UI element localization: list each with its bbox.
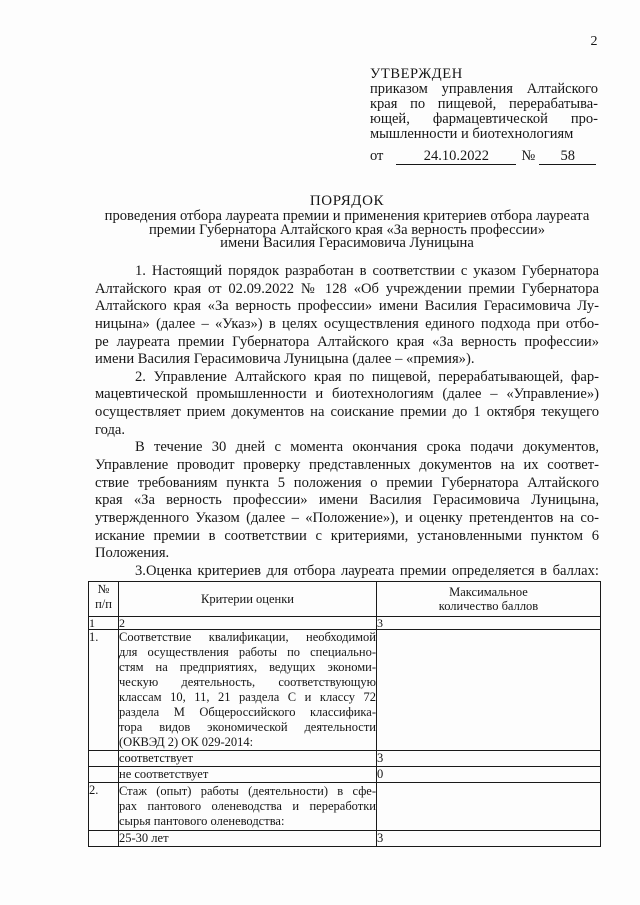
- paragraph-line: имени Василия Герасимовича Луницына (далее – «премия»).: [95, 351, 475, 368]
- paragraph-line: 2. Управление Алтайского края по пищевой, перерабатывающей, фар-: [135, 368, 599, 385]
- document-title: ПОРЯДОК: [309, 193, 385, 209]
- header-max-score-line: количество баллов: [438, 599, 539, 613]
- row-criteria: [119, 630, 377, 751]
- table-column-number-row: [89, 617, 601, 630]
- row-score: 3: [377, 831, 601, 847]
- order-number: 58: [539, 149, 596, 165]
- approval-heading: УТВЕРЖДЕН: [370, 66, 463, 82]
- criteria-line: (ОКВЭД 2) ОК 029-2014:: [119, 735, 254, 749]
- table-header-row: [89, 582, 601, 617]
- row-number: [89, 831, 119, 847]
- criteria-line: тора видов экономической деятельности: [119, 720, 376, 734]
- paragraph: [95, 369, 599, 440]
- column-number: 3: [377, 617, 601, 630]
- criteria-line: стям на предприятиях, ведущих экономи-: [119, 660, 376, 674]
- paragraph-line: 1. Настоящий порядок разработан в соответствии с указом Губернатора: [135, 263, 599, 279]
- row-number: [89, 767, 119, 783]
- table-row: [89, 767, 601, 783]
- row-number: [89, 751, 119, 767]
- paragraph: [95, 263, 599, 369]
- paragraph-line: В течение 30 дней с момента окончания срока подачи документов,: [135, 439, 599, 456]
- criteria-line: для осуществления работы по специально-: [119, 645, 376, 659]
- criteria-line: рах пантового оленеводства и переработки: [119, 799, 376, 813]
- order-date-prefix: от: [370, 148, 384, 164]
- paragraph-line: года.: [95, 421, 126, 438]
- row-score: 3: [377, 751, 601, 767]
- order-number-sign: №: [521, 148, 536, 164]
- document-subtitle: [95, 210, 599, 251]
- criteria-line: классам 10, 11, 21 раздела С и классу 72: [119, 690, 376, 704]
- paragraph-line: 3.Оценка критериев для отбора лауреата премии определяется в баллах:: [135, 562, 599, 579]
- paragraph-line: ницына» (далее – «Указ») в целях осуществления единого подхода при отбо-: [95, 315, 599, 332]
- paragraph-line: ре лауреата премии Губернатора Алтайского края «За верность профессии»: [95, 333, 599, 350]
- header-max-score: [377, 582, 601, 617]
- row-number: 1.: [89, 630, 119, 751]
- paragraph-line: Положения.: [95, 545, 170, 562]
- criteria-line: Соответствие квалификации, необходимой: [119, 630, 376, 644]
- order-date-line: [370, 147, 600, 165]
- criteria-line: сырья пантового оленеводства:: [119, 814, 285, 828]
- approval-line: мышленности и биотехнологиям: [370, 126, 574, 142]
- criteria-line: Стаж (опыт) работы (деятельности) в сфе-: [119, 784, 376, 798]
- paragraph: [95, 439, 599, 562]
- table-row: [89, 751, 601, 767]
- row-score: [377, 630, 601, 751]
- row-criteria: 25-30 лет: [119, 831, 377, 847]
- approval-line: приказом управления Алтайского: [370, 81, 598, 97]
- document-body: [95, 263, 599, 581]
- paragraph-line: искание премии в соответствии с критериями, установленными пунктом 6: [95, 527, 599, 544]
- row-criteria: [119, 783, 377, 831]
- row-score: [377, 783, 601, 831]
- document-subtitle-line: имени Василия Герасимовича Луницына: [220, 235, 474, 251]
- header-criteria: Критерии оценки: [119, 582, 377, 617]
- paragraph-line: мацевтической промышленности и биотехнологиям (далее – «Управление»): [95, 386, 599, 403]
- header-number-line: №: [97, 582, 110, 596]
- table-row: [89, 831, 601, 847]
- table-row: [89, 783, 601, 831]
- order-date: 24.10.2022: [396, 149, 516, 165]
- paragraph-line: Алтайского края «За верность профессии» имени Василия Герасимовича Лу-: [95, 298, 599, 315]
- criteria-line: раздела М Общероссийского классифика-: [119, 705, 376, 719]
- column-number: 1: [89, 617, 119, 630]
- document-subtitle-line: проведения отбора лауреата премии и применения критериев отбора лауреата: [104, 208, 590, 224]
- paragraph-line: утвержденного Указом (далее – «Положение»), и оценку претендентов на со-: [95, 509, 599, 526]
- header-max-score-line: Максимальное: [449, 585, 528, 599]
- page-number: 2: [590, 34, 598, 49]
- column-number: 2: [119, 617, 377, 630]
- header-number: [89, 582, 119, 617]
- row-criteria: соответствует: [119, 751, 377, 767]
- paragraph-line: ствие требованиям пункта 5 положения о премии Губернатора Алтайского: [95, 474, 599, 491]
- paragraph-line: Алтайского края от 02.09.2022 № 128 «Об учреждении премии Губернатора: [95, 280, 599, 297]
- row-criteria: не соответствует: [119, 767, 377, 783]
- criteria-table: [88, 581, 601, 847]
- document-subtitle-line: премии Губернатора Алтайского края «За верность профессии»: [149, 221, 545, 238]
- criteria-line: ческую деятельность, соответствующую: [119, 675, 376, 689]
- approval-block: [370, 67, 598, 142]
- paragraph-line: Управление проводит проверку представленных документов на их соответ-: [95, 457, 599, 474]
- table-row: [89, 630, 601, 751]
- row-score: 0: [377, 767, 601, 783]
- paragraph-line: осуществляет прием документов на соискание премии до 1 октября текущего: [95, 404, 599, 421]
- row-number: 2.: [89, 783, 119, 831]
- approval-line: ющей, фармацевтической про-: [370, 111, 598, 127]
- header-number-line: п/п: [95, 597, 112, 611]
- paragraph: [95, 563, 599, 581]
- paragraph-line: края «За верность профессии» имени Василия Герасимовича Луницына,: [95, 492, 599, 509]
- approval-line: края по пищевой, перерабатыва-: [370, 96, 598, 112]
